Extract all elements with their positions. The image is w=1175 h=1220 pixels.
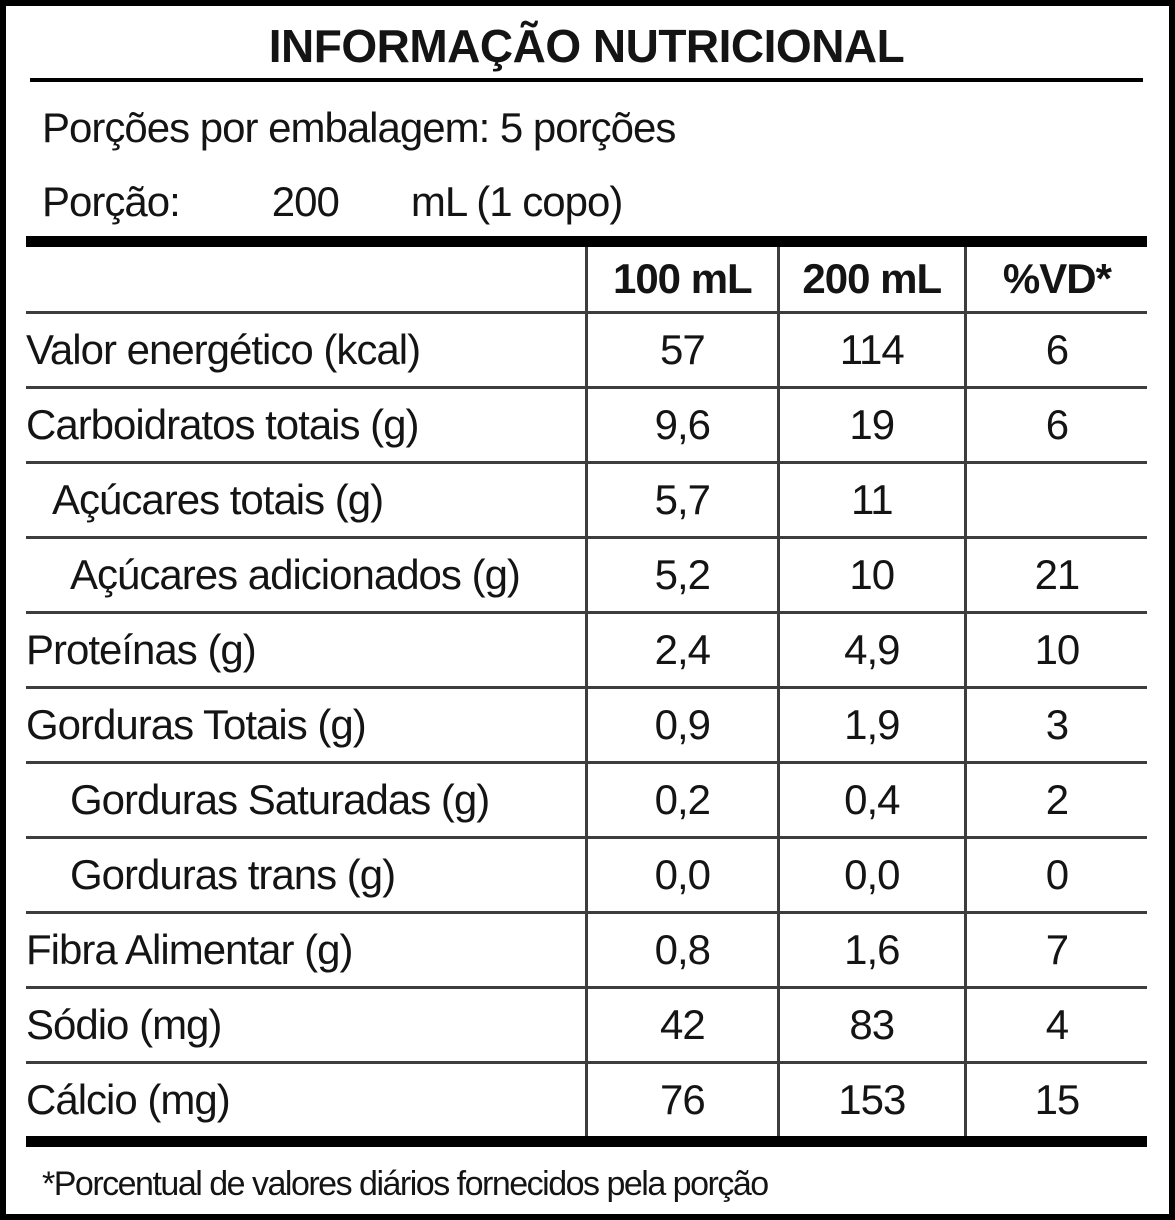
value-100ml: 0,9 [587,688,779,763]
value-200ml: 0,4 [778,763,965,838]
value-100ml: 5,7 [587,463,779,538]
value-vd: 6 [965,313,1147,388]
row-label: Cálcio (mg) [26,1076,230,1123]
value-200ml: 11 [778,463,965,538]
value-200ml: 19 [778,388,965,463]
row-label: Açúcares totais (g) [26,463,587,538]
value-200ml: 1,9 [778,688,965,763]
row-label: Valor energético (kcal) [26,313,587,388]
table-row [26,688,1147,763]
value-vd: 15 [965,1063,1147,1142]
value-vd: 21 [965,538,1147,613]
value-vd [965,463,1147,538]
table-row [26,463,1147,538]
value-100ml: 42 [587,988,779,1063]
daily-values-footnote: *Porcentual de valores diários fornecidos pela porção [42,1165,768,1203]
value-100ml: 9,6 [587,388,779,463]
table-row [26,613,1147,688]
column-header-percent-vd: %VD* [965,242,1147,313]
table-header-row [26,242,1147,313]
table-row [26,313,1147,388]
title-divider-line [30,78,1143,82]
value-vd: 6 [965,388,1147,463]
value-100ml: 2,4 [587,613,779,688]
value-vd: 4 [965,988,1147,1063]
table-row [26,988,1147,1063]
row-label: Sódio (mg) [26,988,587,1063]
value-100ml: 0,8 [587,913,779,988]
value-200ml: 114 [778,313,965,388]
value-vd: 2 [965,763,1147,838]
row-label: Açúcares adicionados (g) [26,538,587,613]
value-vd: 10 [965,613,1147,688]
value-200ml: 10 [778,538,965,613]
nutrition-table [26,236,1147,1147]
table-row [26,1063,1147,1142]
value-100ml: 0,0 [587,838,779,913]
portion-label: Porção: [42,178,180,225]
value-100ml: 0,2 [587,763,779,838]
value-vd: 7 [965,913,1147,988]
value-200ml: 1,6 [778,913,965,988]
column-header-blank [26,242,587,313]
value-200ml: 4,9 [778,613,965,688]
value-200ml: 153 [778,1063,965,1142]
portion-amount: 200 [271,178,339,225]
portion-unit: mL (1 copo) [410,178,623,225]
nutrition-table-body [26,313,1147,1142]
nutrition-label-title: INFORMAÇÃO NUTRICIONAL [268,20,905,72]
column-header-200ml: 200 mL [778,242,965,313]
value-vd: 0 [965,838,1147,913]
row-label: Proteínas (g) [26,613,587,688]
servings-per-package-line: Porções por embalagem: 5 porções [42,104,676,151]
table-row [26,838,1147,913]
row-label: Carboidratos totais (g) [26,388,587,463]
value-100ml: 5,2 [587,538,779,613]
value-100ml: 76 [587,1063,779,1142]
row-label: Fibra Alimentar (g) [26,913,587,988]
table-row [26,538,1147,613]
value-200ml: 0,0 [778,838,965,913]
column-header-100ml: 100 mL [587,242,779,313]
value-vd: 3 [965,688,1147,763]
table-row [26,913,1147,988]
table-row [26,763,1147,838]
portion-line [26,176,1147,228]
value-100ml: 57 [587,313,779,388]
row-label: Gorduras Totais (g) [26,688,587,763]
row-label: Gorduras Saturadas (g) [26,763,587,838]
row-label: Gorduras trans (g) [26,838,587,913]
value-200ml: 83 [778,988,965,1063]
table-row [26,388,1147,463]
